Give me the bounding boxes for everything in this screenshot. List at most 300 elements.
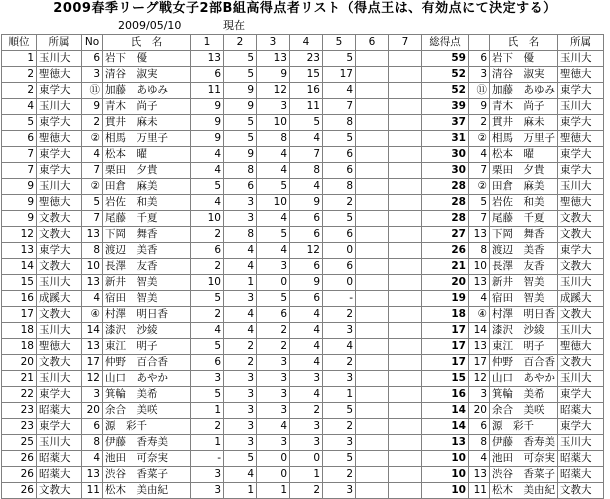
game-7-cell bbox=[389, 51, 422, 67]
table-row bbox=[2, 355, 604, 371]
game-7-cell bbox=[389, 131, 422, 147]
total-cell: 21 bbox=[422, 259, 469, 275]
rank-cell: 5 bbox=[2, 115, 37, 131]
scorer-table bbox=[1, 34, 604, 499]
rank-cell: 17 bbox=[2, 307, 37, 323]
table-row bbox=[2, 211, 604, 227]
game-4-cell: 4 bbox=[290, 387, 323, 403]
game-6-cell bbox=[356, 371, 389, 387]
team-2-cell: 玉川大 bbox=[558, 99, 604, 115]
player-no-cell: 6 bbox=[82, 51, 103, 67]
game-5-cell: 17 bbox=[323, 67, 356, 83]
player-no-2-cell: 12 bbox=[469, 371, 490, 387]
table-row bbox=[2, 147, 604, 163]
game-1-cell: 10 bbox=[191, 211, 224, 227]
team-2-cell: 東学大 bbox=[558, 243, 604, 259]
game-2-cell: 5 bbox=[224, 451, 257, 467]
game-3-cell: 10 bbox=[257, 115, 290, 131]
player-no-2-cell: 8 bbox=[469, 243, 490, 259]
game-3-cell: 13 bbox=[257, 51, 290, 67]
team-2-cell: 文教大 bbox=[558, 211, 604, 227]
game-7-cell bbox=[389, 355, 422, 371]
table-row bbox=[2, 339, 604, 355]
game-2-cell: 5 bbox=[224, 67, 257, 83]
player-no-2-cell: 6 bbox=[469, 51, 490, 67]
total-cell: 18 bbox=[422, 307, 469, 323]
rank-cell: 9 bbox=[2, 211, 37, 227]
game-5-cell: 6 bbox=[323, 147, 356, 163]
player-no-2-cell: 14 bbox=[469, 323, 490, 339]
game-2-cell: 4 bbox=[224, 467, 257, 483]
player-no-cell: 5 bbox=[82, 195, 103, 211]
player-no-cell: ② bbox=[82, 179, 103, 195]
player-no-2-cell: 13 bbox=[469, 275, 490, 291]
player-name-cell: 東江 明子 bbox=[103, 339, 191, 355]
game-2-cell: 1 bbox=[224, 483, 257, 499]
team-cell: 文教大 bbox=[37, 211, 82, 227]
game-3-cell: 3 bbox=[257, 387, 290, 403]
game-3-cell: 3 bbox=[257, 99, 290, 115]
rank-cell: 26 bbox=[2, 483, 37, 499]
game-1-cell: 6 bbox=[191, 243, 224, 259]
game-7-cell bbox=[389, 371, 422, 387]
game-3-cell: 3 bbox=[257, 355, 290, 371]
team-cell: 玉川大 bbox=[37, 51, 82, 67]
as-of-label: 現在 bbox=[223, 19, 245, 32]
total-cell: 26 bbox=[422, 243, 469, 259]
game-7-cell bbox=[389, 307, 422, 323]
game-1-cell: 2 bbox=[191, 419, 224, 435]
game-3-cell: 8 bbox=[257, 131, 290, 147]
game-4-cell: 8 bbox=[290, 163, 323, 179]
team-cell: 東学大 bbox=[37, 419, 82, 435]
player-no-2-cell: 3 bbox=[469, 387, 490, 403]
rank-cell: 26 bbox=[2, 451, 37, 467]
game-1-cell: 6 bbox=[191, 67, 224, 83]
game-2-cell: 3 bbox=[224, 387, 257, 403]
game-2-cell: 9 bbox=[224, 147, 257, 163]
game-2-cell: 4 bbox=[224, 323, 257, 339]
game-1-cell: 1 bbox=[191, 403, 224, 419]
header-no-2 bbox=[469, 35, 490, 51]
game-3-cell: 2 bbox=[257, 339, 290, 355]
game-1-cell: 10 bbox=[191, 275, 224, 291]
rank-cell: 12 bbox=[2, 227, 37, 243]
game-4-cell: 6 bbox=[290, 211, 323, 227]
game-3-cell: 12 bbox=[257, 83, 290, 99]
game-6-cell bbox=[356, 179, 389, 195]
game-4-cell: 4 bbox=[290, 179, 323, 195]
game-7-cell bbox=[389, 467, 422, 483]
player-name-2-cell: 尾藤 千夏 bbox=[490, 211, 558, 227]
team-cell: 文教大 bbox=[37, 307, 82, 323]
game-6-cell bbox=[356, 211, 389, 227]
player-name-cell: 仲野 百合香 bbox=[103, 355, 191, 371]
game-4-cell: 3 bbox=[290, 435, 323, 451]
team-2-cell: 成蹊大 bbox=[558, 291, 604, 307]
game-6-cell bbox=[356, 435, 389, 451]
team-2-cell: 聖徳大 bbox=[558, 195, 604, 211]
player-name-2-cell: 青木 尚子 bbox=[490, 99, 558, 115]
table-row bbox=[2, 131, 604, 147]
player-no-2-cell: 4 bbox=[469, 147, 490, 163]
player-no-2-cell: 8 bbox=[469, 435, 490, 451]
header-game-2: 2 bbox=[224, 35, 257, 51]
game-5-cell: 4 bbox=[323, 83, 356, 99]
game-6-cell bbox=[356, 451, 389, 467]
game-1-cell: 2 bbox=[191, 307, 224, 323]
game-7-cell bbox=[389, 291, 422, 307]
game-6-cell bbox=[356, 403, 389, 419]
player-no-cell: 6 bbox=[82, 419, 103, 435]
team-2-cell: 昭薬大 bbox=[558, 403, 604, 419]
game-4-cell: 23 bbox=[290, 51, 323, 67]
total-cell: 52 bbox=[422, 83, 469, 99]
game-7-cell bbox=[389, 339, 422, 355]
player-no-2-cell: 7 bbox=[469, 211, 490, 227]
game-4-cell: 2 bbox=[290, 483, 323, 499]
total-cell: 14 bbox=[422, 403, 469, 419]
rank-cell: 1 bbox=[2, 51, 37, 67]
table-row bbox=[2, 451, 604, 467]
game-1-cell: 4 bbox=[191, 323, 224, 339]
game-3-cell: 3 bbox=[257, 403, 290, 419]
game-6-cell bbox=[356, 99, 389, 115]
player-no-cell: 13 bbox=[82, 275, 103, 291]
page-title: 2009春季リーグ戦女子2部B組高得点者リスト（得点王は、有効点にて決定する） bbox=[53, 1, 557, 16]
game-4-cell: 3 bbox=[290, 419, 323, 435]
player-no-2-cell: 13 bbox=[469, 339, 490, 355]
player-name-cell: 青木 尚子 bbox=[103, 99, 191, 115]
team-2-cell: 聖徳大 bbox=[558, 67, 604, 83]
player-no-2-cell: 7 bbox=[469, 163, 490, 179]
team-2-cell: 文教大 bbox=[558, 483, 604, 499]
total-cell: 30 bbox=[422, 163, 469, 179]
game-2-cell: 2 bbox=[224, 339, 257, 355]
game-7-cell bbox=[389, 99, 422, 115]
player-no-2-cell: 13 bbox=[469, 227, 490, 243]
total-cell: 10 bbox=[422, 483, 469, 499]
game-5-cell: 3 bbox=[323, 435, 356, 451]
table-row bbox=[2, 307, 604, 323]
game-3-cell: 2 bbox=[257, 323, 290, 339]
game-3-cell: 5 bbox=[257, 291, 290, 307]
game-2-cell: 5 bbox=[224, 115, 257, 131]
total-cell: 52 bbox=[422, 67, 469, 83]
team-2-cell: 玉川大 bbox=[558, 51, 604, 67]
game-2-cell: 8 bbox=[224, 163, 257, 179]
team-cell: 東学大 bbox=[37, 243, 82, 259]
player-name-cell: 渡辺 美香 bbox=[103, 243, 191, 259]
game-4-cell: 3 bbox=[290, 371, 323, 387]
team-cell: 文教大 bbox=[37, 227, 82, 243]
player-name-cell: 源 彩千 bbox=[103, 419, 191, 435]
player-name-2-cell: 漆沢 沙綾 bbox=[490, 323, 558, 339]
total-cell: 17 bbox=[422, 339, 469, 355]
team-cell: 聖徳大 bbox=[37, 339, 82, 355]
player-no-cell: 3 bbox=[82, 67, 103, 83]
player-name-cell: 加藤 あゆみ bbox=[103, 83, 191, 99]
player-no-2-cell: ② bbox=[469, 131, 490, 147]
game-1-cell: 4 bbox=[191, 147, 224, 163]
player-name-2-cell: 相馬 万里子 bbox=[490, 131, 558, 147]
game-6-cell bbox=[356, 115, 389, 131]
game-6-cell bbox=[356, 259, 389, 275]
total-cell: 30 bbox=[422, 147, 469, 163]
player-name-2-cell: 松本 曜 bbox=[490, 147, 558, 163]
game-6-cell bbox=[356, 131, 389, 147]
team-cell: 玉川大 bbox=[37, 275, 82, 291]
game-4-cell: 6 bbox=[290, 227, 323, 243]
game-3-cell: 6 bbox=[257, 307, 290, 323]
game-4-cell: 4 bbox=[290, 323, 323, 339]
game-5-cell: 1 bbox=[323, 387, 356, 403]
total-cell: 14 bbox=[422, 419, 469, 435]
game-4-cell: 4 bbox=[290, 355, 323, 371]
game-3-cell: 10 bbox=[257, 195, 290, 211]
team-2-cell: 玉川大 bbox=[558, 179, 604, 195]
team-cell: 玉川大 bbox=[37, 435, 82, 451]
player-name-cell: 漆沢 沙綾 bbox=[103, 323, 191, 339]
team-cell: 東学大 bbox=[37, 115, 82, 131]
player-name-cell: 松本 曜 bbox=[103, 147, 191, 163]
rank-cell: 7 bbox=[2, 163, 37, 179]
player-name-2-cell: 岩佐 和美 bbox=[490, 195, 558, 211]
game-1-cell: 3 bbox=[191, 371, 224, 387]
game-1-cell: 6 bbox=[191, 355, 224, 371]
player-no-2-cell: 17 bbox=[469, 355, 490, 371]
player-name-2-cell: 長澤 友香 bbox=[490, 259, 558, 275]
header-team: 所属 bbox=[37, 35, 82, 51]
rank-cell: 16 bbox=[2, 291, 37, 307]
table-row bbox=[2, 67, 604, 83]
game-1-cell: 4 bbox=[191, 195, 224, 211]
player-no-cell: 20 bbox=[82, 403, 103, 419]
header-game-5: 5 bbox=[323, 35, 356, 51]
player-no-cell: 11 bbox=[82, 483, 103, 499]
player-name-2-cell: 箕輪 美希 bbox=[490, 387, 558, 403]
header-game-3: 3 bbox=[257, 35, 290, 51]
total-cell: 27 bbox=[422, 227, 469, 243]
team-cell: 成蹊大 bbox=[37, 291, 82, 307]
table-row bbox=[2, 83, 604, 99]
game-7-cell bbox=[389, 419, 422, 435]
game-6-cell bbox=[356, 195, 389, 211]
game-7-cell bbox=[389, 83, 422, 99]
player-no-cell: 8 bbox=[82, 435, 103, 451]
game-2-cell: 3 bbox=[224, 195, 257, 211]
player-name-cell: 栗田 夕貴 bbox=[103, 163, 191, 179]
team-cell: 文教大 bbox=[37, 259, 82, 275]
rank-cell: 13 bbox=[2, 243, 37, 259]
game-1-cell: - bbox=[191, 451, 224, 467]
team-cell: 昭薬大 bbox=[37, 403, 82, 419]
game-1-cell: 5 bbox=[191, 339, 224, 355]
player-no-cell: 4 bbox=[82, 451, 103, 467]
game-7-cell bbox=[389, 387, 422, 403]
game-1-cell: 3 bbox=[191, 483, 224, 499]
player-name-cell: 新井 智美 bbox=[103, 275, 191, 291]
team-cell: 東学大 bbox=[37, 83, 82, 99]
game-5-cell: 4 bbox=[323, 339, 356, 355]
table-row bbox=[2, 99, 604, 115]
rank-cell: 6 bbox=[2, 131, 37, 147]
team-2-cell: 東学大 bbox=[558, 163, 604, 179]
team-cell: 聖徳大 bbox=[37, 67, 82, 83]
game-2-cell: 3 bbox=[224, 419, 257, 435]
game-2-cell: 4 bbox=[224, 259, 257, 275]
player-no-2-cell: 11 bbox=[469, 483, 490, 499]
team-2-cell: 玉川大 bbox=[558, 371, 604, 387]
player-no-cell: 2 bbox=[82, 115, 103, 131]
rank-cell: 9 bbox=[2, 195, 37, 211]
game-6-cell bbox=[356, 419, 389, 435]
player-no-cell: ⑪ bbox=[82, 83, 103, 99]
total-cell: 17 bbox=[422, 355, 469, 371]
team-2-cell: 東学大 bbox=[558, 387, 604, 403]
game-5-cell: 3 bbox=[323, 371, 356, 387]
game-5-cell: 0 bbox=[323, 243, 356, 259]
game-3-cell: 0 bbox=[257, 275, 290, 291]
game-7-cell bbox=[389, 323, 422, 339]
player-no-cell: 7 bbox=[82, 163, 103, 179]
player-name-cell: 池田 可奈実 bbox=[103, 451, 191, 467]
game-1-cell: 3 bbox=[191, 467, 224, 483]
player-no-cell: 3 bbox=[82, 387, 103, 403]
total-cell: 37 bbox=[422, 115, 469, 131]
header-game-4: 4 bbox=[290, 35, 323, 51]
game-5-cell: 6 bbox=[323, 163, 356, 179]
player-no-2-cell: 3 bbox=[469, 67, 490, 83]
game-4-cell: 12 bbox=[290, 243, 323, 259]
team-2-cell: 東学大 bbox=[558, 419, 604, 435]
player-no-cell: 4 bbox=[82, 291, 103, 307]
game-4-cell: 9 bbox=[290, 275, 323, 291]
player-name-cell: 長澤 友香 bbox=[103, 259, 191, 275]
game-1-cell: 9 bbox=[191, 115, 224, 131]
game-3-cell: 4 bbox=[257, 243, 290, 259]
game-5-cell: 6 bbox=[323, 259, 356, 275]
team-2-cell: 聖徳大 bbox=[558, 131, 604, 147]
table-row bbox=[2, 115, 604, 131]
game-7-cell bbox=[389, 179, 422, 195]
total-cell: 31 bbox=[422, 131, 469, 147]
player-name-2-cell: 伊藤 香寿美 bbox=[490, 435, 558, 451]
player-name-2-cell: 岩下 優 bbox=[490, 51, 558, 67]
team-cell: 東学大 bbox=[37, 147, 82, 163]
player-name-cell: 相馬 万里子 bbox=[103, 131, 191, 147]
player-name-2-cell: 池田 可奈実 bbox=[490, 451, 558, 467]
table-row bbox=[2, 467, 604, 483]
header-total: 総得点 bbox=[422, 35, 469, 51]
game-6-cell bbox=[356, 467, 389, 483]
rank-cell: 2 bbox=[2, 83, 37, 99]
game-4-cell: 9 bbox=[290, 195, 323, 211]
player-no-2-cell: 4 bbox=[469, 291, 490, 307]
player-no-cell: 4 bbox=[82, 147, 103, 163]
header-rank: 順位 bbox=[2, 35, 37, 51]
player-name-cell: 田倉 麻美 bbox=[103, 179, 191, 195]
player-name-2-cell: 田倉 麻美 bbox=[490, 179, 558, 195]
player-no-2-cell: 6 bbox=[469, 419, 490, 435]
game-3-cell: 4 bbox=[257, 147, 290, 163]
game-5-cell: 2 bbox=[323, 195, 356, 211]
player-name-2-cell: 栗田 夕貴 bbox=[490, 163, 558, 179]
table-row bbox=[2, 403, 604, 419]
total-cell: 10 bbox=[422, 451, 469, 467]
game-4-cell: 15 bbox=[290, 67, 323, 83]
game-6-cell bbox=[356, 275, 389, 291]
game-6-cell bbox=[356, 323, 389, 339]
total-cell: 28 bbox=[422, 211, 469, 227]
game-5-cell: 2 bbox=[323, 419, 356, 435]
game-4-cell: 6 bbox=[290, 259, 323, 275]
game-4-cell: 7 bbox=[290, 147, 323, 163]
team-2-cell: 文教大 bbox=[558, 227, 604, 243]
game-7-cell bbox=[389, 163, 422, 179]
team-2-cell: 昭薬大 bbox=[558, 451, 604, 467]
player-name-cell: 岩佐 和美 bbox=[103, 195, 191, 211]
game-2-cell: 6 bbox=[224, 179, 257, 195]
player-name-2-cell: 加藤 あゆみ bbox=[490, 83, 558, 99]
player-name-2-cell: 山口 あやか bbox=[490, 371, 558, 387]
game-1-cell: 13 bbox=[191, 51, 224, 67]
game-2-cell: 5 bbox=[224, 51, 257, 67]
team-2-cell: 文教大 bbox=[558, 307, 604, 323]
game-4-cell: 4 bbox=[290, 339, 323, 355]
team-2-cell: 東学大 bbox=[558, 147, 604, 163]
rank-cell: 25 bbox=[2, 435, 37, 451]
table-row bbox=[2, 387, 604, 403]
game-7-cell bbox=[389, 259, 422, 275]
team-cell: 聖徳大 bbox=[37, 195, 82, 211]
table-row bbox=[2, 371, 604, 387]
game-5-cell: 3 bbox=[323, 483, 356, 499]
game-4-cell: 2 bbox=[290, 403, 323, 419]
table-row bbox=[2, 275, 604, 291]
player-name-cell: 箕輪 美希 bbox=[103, 387, 191, 403]
player-name-2-cell: 余合 美咲 bbox=[490, 403, 558, 419]
game-5-cell: 2 bbox=[323, 355, 356, 371]
team-2-cell: 玉川大 bbox=[558, 323, 604, 339]
rank-cell: 20 bbox=[2, 355, 37, 371]
team-cell: 玉川大 bbox=[37, 99, 82, 115]
game-7-cell bbox=[389, 147, 422, 163]
player-name-2-cell: 宿田 智美 bbox=[490, 291, 558, 307]
player-no-cell: ④ bbox=[82, 307, 103, 323]
game-7-cell bbox=[389, 211, 422, 227]
player-no-cell: 9 bbox=[82, 99, 103, 115]
game-3-cell: 5 bbox=[257, 227, 290, 243]
game-3-cell: 4 bbox=[257, 211, 290, 227]
total-cell: 19 bbox=[422, 291, 469, 307]
game-6-cell bbox=[356, 67, 389, 83]
game-6-cell bbox=[356, 227, 389, 243]
player-name-2-cell: 渋谷 香菜子 bbox=[490, 467, 558, 483]
table-row bbox=[2, 435, 604, 451]
game-7-cell bbox=[389, 435, 422, 451]
player-name-cell: 清谷 淑実 bbox=[103, 67, 191, 83]
game-2-cell: 4 bbox=[224, 307, 257, 323]
table-row bbox=[2, 483, 604, 499]
game-1-cell: 5 bbox=[191, 387, 224, 403]
rank-cell: 4 bbox=[2, 99, 37, 115]
player-name-2-cell: 仲野 百合香 bbox=[490, 355, 558, 371]
game-3-cell: 1 bbox=[257, 483, 290, 499]
player-name-cell: 村澤 明日香 bbox=[103, 307, 191, 323]
game-6-cell bbox=[356, 355, 389, 371]
table-row bbox=[2, 163, 604, 179]
